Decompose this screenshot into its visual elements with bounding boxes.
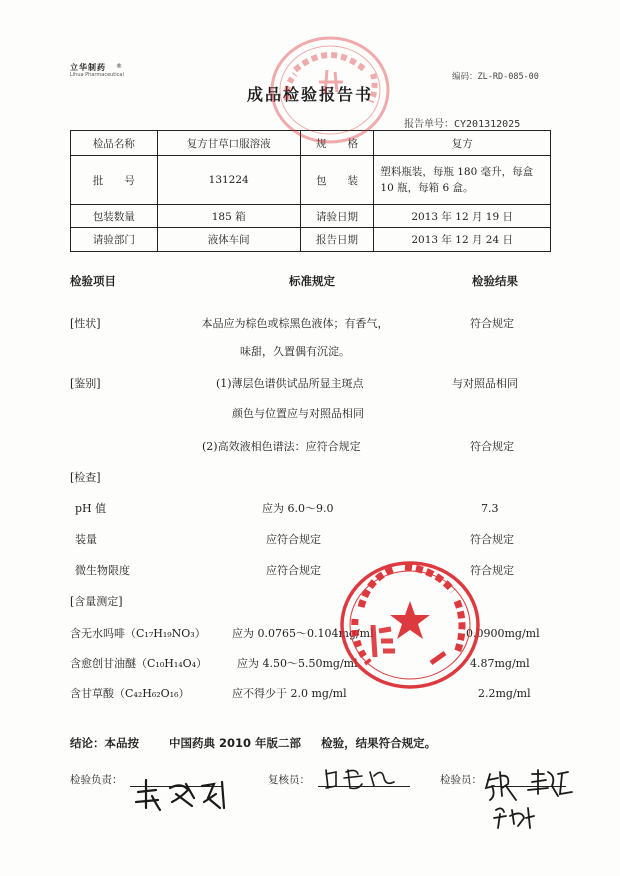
check-fill-name: 装量 [75,533,97,546]
label-package-quantity: 包装数量 [71,205,158,228]
check-ph-result: 7.3 [481,502,499,515]
registered-mark: ® [116,63,122,70]
conclusion-suffix: 检验，结果符合规定。 [321,736,437,750]
reviewer-signature [322,764,402,794]
inspector-signature [130,772,230,814]
identification-standard1-line1: (1)薄层色谱供试品所显主斑点 [216,377,364,390]
header-result: 检验结果 [472,274,518,288]
document-title: 成品检验报告书 [246,85,373,104]
reviewer-label: 复核员： [268,774,310,786]
check-fill-result: 符合规定 [470,533,514,546]
identification-result1: 与对照品相同 [452,377,518,390]
document-code: 编码：ZL-RD-085-00 [452,72,539,82]
tester-signature [482,766,592,836]
table-row [71,156,551,205]
table-row [71,205,551,228]
header-test-item: 检验项目 [70,274,116,288]
character-result: 符合规定 [470,317,514,330]
assay-glycyrrhizic-result: 2.2mg/ml [478,687,531,700]
value-request-date: 2013 年 12 月 19 日 [374,205,551,228]
value-request-department: 液体车间 [157,228,300,252]
section-checks: [检查] [70,471,101,484]
value-specification: 复方 [374,131,551,156]
conclusion-prefix: 结论：本品按 [70,736,139,750]
character-standard-line1: 本品应为棕色或棕黑色液体；有香气， [201,317,389,330]
assay-guaifenesin-name: 含愈创甘油醚（C₁₀H₁₄O₄） [70,657,208,670]
company-seal-top [265,30,395,150]
identification-standard1-line2: 颜色与位置应与对照品相同 [232,407,364,420]
assay-morphine-standard: 应为 0.0765～0.104mg/ml [232,627,374,640]
table-row [71,228,551,252]
value-product-name: 复方甘草口服溶液 [157,131,300,156]
assay-glycyrrhizic-name: 含甘草酸（C₄₂H₆₂O₁₆） [70,687,190,700]
value-packaging: 塑料瓶装，每瓶 180 毫升，每盒 10 瓶，每箱 6 盒。 [374,156,551,205]
check-micro-name: 微生物限度 [75,564,130,577]
section-assay: [含量测定] [70,595,123,608]
value-package-quantity: 185 箱 [157,205,300,228]
section-character: [性状] [70,317,101,330]
header-standard: 标准规定 [289,274,335,288]
inspector-label: 检验负责： [70,774,123,786]
label-product-name: 检品名称 [71,131,158,156]
report-number: 报告单号：CY201312025 [404,119,521,130]
label-request-date: 请验日期 [300,205,374,228]
value-batch-number: 131224 [157,156,300,205]
identification-result2: 符合规定 [470,440,514,453]
label-specification: 规 格 [300,131,374,156]
value-report-date: 2013 年 12 月 24 日 [374,228,551,252]
assay-guaifenesin-standard: 应为 4.50～5.50mg/ml [237,657,358,670]
company-seal-bottom [335,555,485,695]
assay-morphine-result: 0.0900mg/ml [466,627,540,640]
section-identification: [鉴别] [70,377,101,390]
label-packaging: 包 装 [300,156,374,205]
tester-label: 检验员： [440,774,482,786]
assay-guaifenesin-result: 4.87mg/ml [470,657,530,670]
check-ph-standard: 应为 6.0～9.0 [262,502,334,515]
check-micro-result: 符合规定 [470,564,514,577]
assay-glycyrrhizic-standard: 应不得少于 2.0 mg/ml [232,687,347,700]
company-logo-subtitle: Lihua Pharmaceutical [70,72,124,78]
check-ph-name: pH 值 [75,502,107,515]
check-fill-standard: 应符合规定 [266,533,321,546]
label-report-date: 报告日期 [300,228,374,252]
character-standard-line2: 味甜，久置偶有沉淀。 [240,345,350,358]
assay-morphine-name: 含无水吗啡（C₁₇H₁₉NO₃） [70,627,206,640]
identification-standard2: (2)高效液相色谱法：应符合规定 [202,440,361,453]
check-micro-standard: 应符合规定 [266,564,321,577]
conclusion-standard: 中国药典 2010 年版二部 [169,736,302,750]
conclusion [70,735,436,751]
company-logo-text: 立华制药 [70,63,106,72]
label-request-department: 请验部门 [71,228,158,252]
label-batch-number: 批 号 [71,156,158,205]
